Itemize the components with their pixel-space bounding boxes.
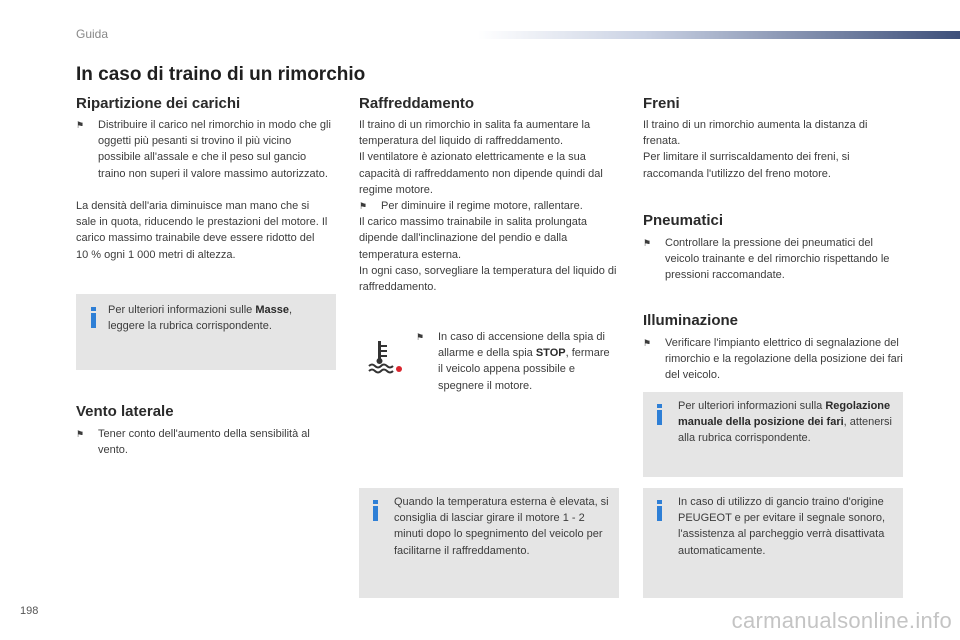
- bullet-lighting: ⚑ Verificare l'impianto elettrico di segnalazione del rimorchio e la regolazione della posizione dei fari del veicolo.: [643, 337, 903, 382]
- heading-load-distribution: Ripartizione dei carichi: [76, 95, 241, 112]
- section-label: Guida: [76, 27, 109, 41]
- info-box-masses: [76, 294, 336, 370]
- heading-brakes: Freni: [643, 95, 680, 112]
- page-number: 198: [20, 605, 39, 617]
- cooling-paragraph-1: Il traino di un rimorchio in salita fa aumentare la temperatura del liquido di raffreddamento.: [359, 119, 591, 148]
- cooling-paragraph-3: Il carico massimo trainabile in salita prolungata dipende dall'inclinazione del pendio e dalla temperatura esterna.: [359, 216, 588, 261]
- info-text-headlamp-adjust: Per ulteriori informazioni sulla Regolazione manuale della posizione dei fari, attenersi alla rubrica corrispondente.: [678, 400, 892, 445]
- bullet-stop-warning: ⚑ In caso di accensione della spia di allarme e della spia STOP, fermare il veicolo appena possibile e spegnere il motore.: [416, 331, 610, 392]
- coolant-temperature-warning-icon: [366, 339, 406, 375]
- info-icon: [652, 500, 668, 522]
- flag-bullet-icon: ⚑: [76, 120, 85, 130]
- info-box-towbar-sensor: [643, 488, 903, 598]
- info-icon: [86, 307, 102, 329]
- bullet-reduce-rpm: ⚑ Per diminuire il regime motore, rallentare.: [359, 198, 623, 214]
- flag-bullet-icon: ⚑: [643, 338, 652, 348]
- brakes-text: [643, 117, 905, 182]
- brakes-paragraph-1: Il traino di un rimorchio aumenta la distanza di frenata.: [643, 119, 868, 148]
- heading-cooling: Raffreddamento: [359, 95, 475, 112]
- heading-tyres: Pneumatici: [643, 212, 724, 229]
- heading-lighting: Illuminazione: [643, 312, 739, 329]
- header-decoration-bar: [478, 31, 960, 39]
- info-box-headlamp-adjust: [643, 392, 903, 477]
- cooling-text: [359, 117, 623, 295]
- bullet-load-distribution: ⚑ Distribuire il carico nel rimorchio in modo che gli oggetti più pesanti si trovino il più vicino possibile all'assale e che il peso sul gancio traino non superi il valore massimo autorizzato.: [76, 119, 331, 180]
- cooling-paragraph-2: Il ventilatore è azionato elettricamente e la sua capacità di raffreddamento non dipende quindi dal regime motore.: [359, 151, 603, 196]
- bullet-crosswind: ⚑ Tener conto dell'aumento della sensibilità al vento.: [76, 428, 310, 457]
- flag-bullet-icon: ⚑: [643, 238, 652, 248]
- flag-bullet-icon: ⚑: [76, 429, 85, 439]
- flag-bullet-icon: ⚑: [416, 332, 425, 342]
- heading-crosswind: Vento laterale: [76, 403, 174, 420]
- info-text-hot-weather: Quando la temperatura esterna è elevata, si consiglia di lasciar girare il motore 1 - 2 minuti dopo lo spegnimento del veicolo per facilitarne il raffreddamento.: [394, 496, 609, 557]
- info-text-towbar-sensor: In caso di utilizzo di gancio traino d'origine PEUGEOT e per evitare il segnale sonoro, l'assistenza al parcheggio verrà disattivata automaticamente.: [678, 496, 886, 557]
- flag-bullet-icon: ⚑: [359, 201, 368, 212]
- info-box-hot-weather: [359, 488, 619, 598]
- info-text-masses: Per ulteriori informazioni sulle Masse, leggere la rubrica corrispondente.: [108, 304, 293, 333]
- watermark: carmanualsonline.info: [731, 608, 952, 633]
- brakes-paragraph-2: Per limitare il surriscaldamento dei freni, si raccomanda l'utilizzo del freno motore.: [643, 151, 850, 180]
- page-title: In caso di traino di un rimorchio: [76, 64, 366, 85]
- bullet-tyres: ⚑ Controllare la pressione dei pneumatici del veicolo trainante e del rimorchio rispettando le pressioni raccomandate.: [643, 237, 890, 282]
- cooling-paragraph-4: In ogni caso, sorvegliare la temperatura del liquido di raffreddamento.: [359, 264, 617, 294]
- info-icon: [368, 500, 384, 522]
- info-icon: [652, 404, 668, 426]
- paragraph-air-density: La densità dell'aria diminuisce man mano che si sale in quota, riducendo le prestazioni del motore. Il carico massimo trainabile deve essere ridotto del 10 % ogni 1 000 metri di altezza.: [76, 200, 328, 261]
